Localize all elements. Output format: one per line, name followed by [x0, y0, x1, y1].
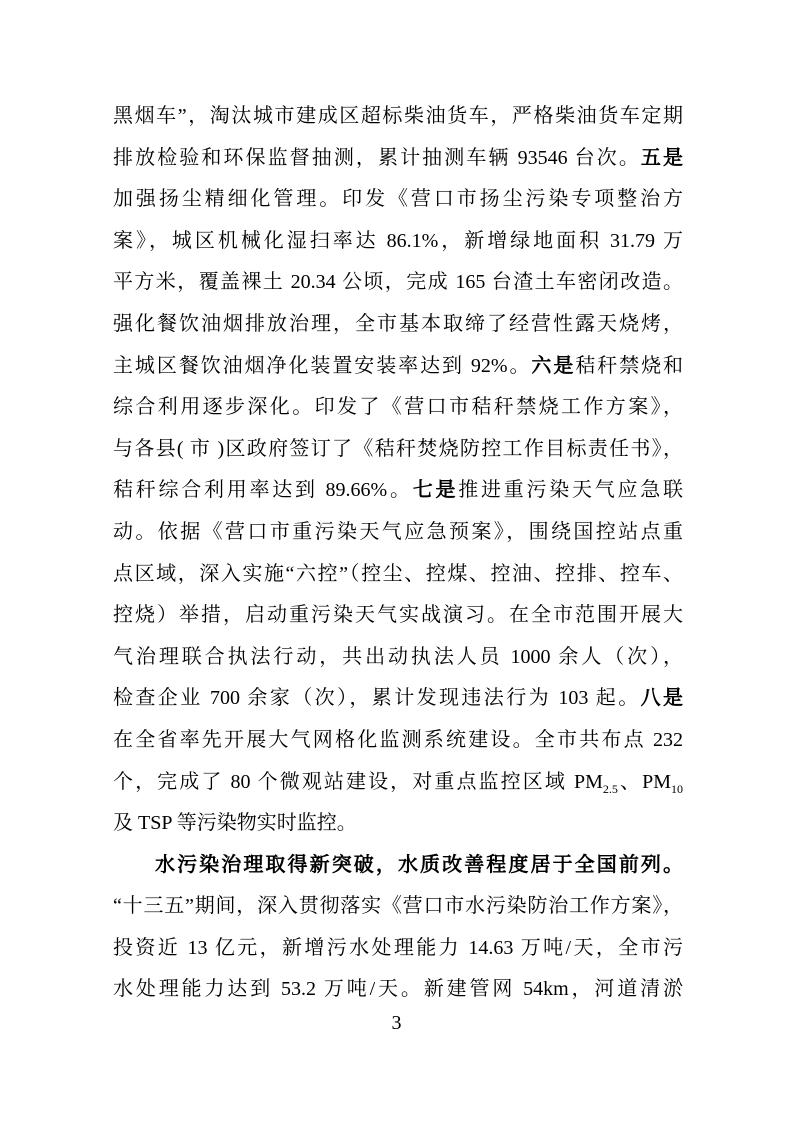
text-line	[113, 554, 683, 596]
text-run: 加强扬尘精细化管理。印发《营口市扬尘污染专项整治方	[113, 188, 683, 211]
text-line	[113, 969, 683, 1011]
text-run-bold: 水污染治理取得新突破，水质改善程度居于全国前列。	[155, 853, 683, 876]
text-line	[113, 138, 683, 180]
text-run: 排放检验和环保监督抽测，累计抽测车辆 93546 台次。	[113, 146, 641, 169]
text-line	[113, 512, 683, 554]
text-run: 动。依据《营口市重污染天气应急预案》，围绕国控站点重	[113, 520, 683, 543]
text-line	[113, 179, 683, 221]
text-line	[113, 637, 683, 679]
text-run-bold: 八是	[640, 687, 683, 710]
text-line	[113, 96, 683, 138]
text-line	[113, 387, 683, 429]
text-run: 强化餐饮油烟排放治理，全市基本取缔了经营性露天烧烤，	[113, 312, 683, 335]
text-line	[113, 470, 683, 512]
subscript-pm25: 2.5	[602, 781, 618, 796]
text-run-bold: 五是	[640, 146, 683, 169]
text-run-bold: 六是	[531, 354, 576, 377]
text-line	[113, 429, 683, 471]
text-line	[113, 803, 683, 845]
text-run: 秸秆禁烧和	[575, 354, 683, 377]
text-run: 与各县( 市 )区政府签订了《秸秆焚烧防控工作目标责任书》，	[113, 437, 683, 460]
text-run: 在全省率先开展大气网格化监测系统建设。全市共布点 232	[113, 728, 683, 751]
page-number: 3	[391, 1012, 402, 1034]
text-run: 推进重污染天气应急联	[458, 479, 683, 502]
text-line-paragraph-lead	[113, 845, 683, 887]
text-run: 案》，城区机械化湿扫率达 86.1%，新增绿地面积 31.79 万	[113, 229, 683, 252]
text-run: 点区域，深入实施“六控”（控尘、控煤、控油、控排、控车、	[113, 562, 683, 585]
text-line	[113, 262, 683, 304]
text-line	[113, 304, 683, 346]
text-run: 气治理联合执法行动，共出动执法人员 1000 余人（次），	[113, 645, 683, 668]
text-run: 主城区餐饮油烟净化装置安装率达到 92%。	[113, 354, 532, 377]
text-line	[113, 720, 683, 762]
text-run: 、PM	[617, 770, 672, 793]
text-line	[113, 346, 683, 388]
text-run: 投资近 13 亿元，新增污水处理能力 14.63 万吨/天，全市污	[113, 936, 683, 959]
text-run: 水处理能力达到 53.2 万吨/天。新建管网 54km，河道清淤	[113, 978, 683, 1001]
text-line	[113, 595, 683, 637]
text-line	[113, 762, 683, 804]
text-line	[113, 928, 683, 970]
text-run: “十三五”期间，深入贯彻落实《营口市水污染防治工作方案》，	[113, 895, 683, 918]
text-run: 秸秆综合利用率达到 89.66%。	[113, 479, 413, 502]
text-line	[113, 221, 683, 263]
text-line	[113, 886, 683, 928]
subscript-pm10: 10	[671, 781, 683, 796]
text-run: 及 TSP 等污染物实时监控。	[113, 812, 357, 835]
text-run: 平方米，覆盖裸土 20.34 公顷，完成 165 台渣土车密闭改造。	[113, 271, 683, 294]
text-run: 综合利用逐步深化。印发了《营口市秸秆禁烧工作方案》，	[113, 396, 683, 419]
text-run: 个，完成了 80 个微观站建设，对重点监控区域 PM	[113, 770, 603, 793]
text-line	[113, 678, 683, 720]
text-run: 黑烟车”，淘汰城市建成区超标柴油货车，严格柴油货车定期	[113, 105, 683, 127]
text-run: 控烧）举措，启动重污染天气实战演习。在全市范围开展大	[113, 604, 683, 627]
text-run-bold: 七是	[412, 479, 459, 502]
text-run: 检查企业 700 余家（次），累计发现违法行为 103 起。	[113, 687, 641, 710]
